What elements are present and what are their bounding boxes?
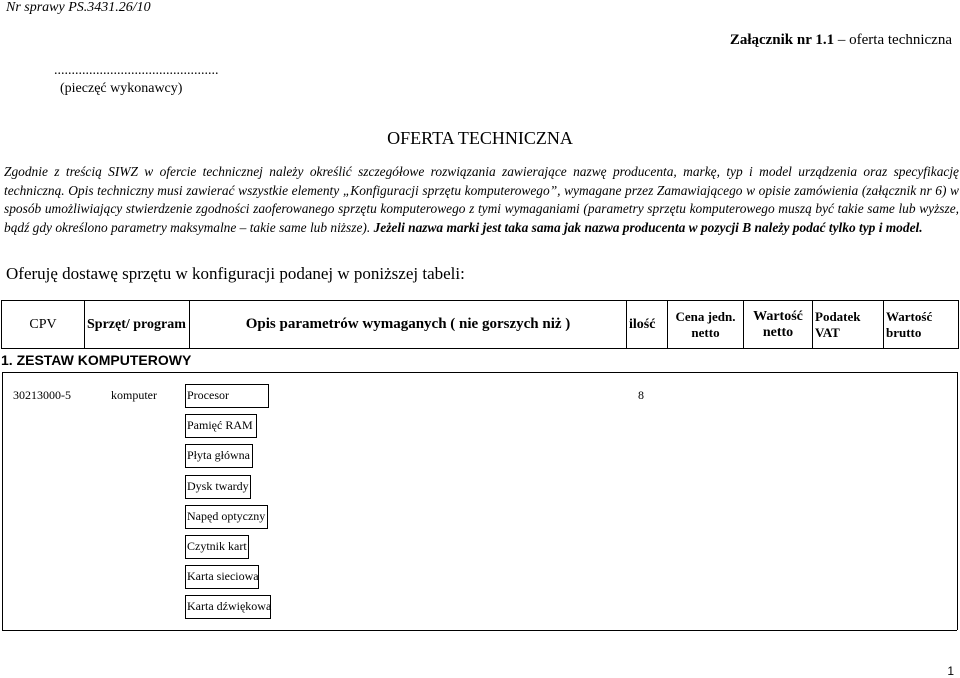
col-cpv: CPV xyxy=(2,301,85,349)
component-label: Płyta główna xyxy=(187,448,250,462)
row-equipment: komputer xyxy=(111,388,157,402)
col-gross xyxy=(884,301,959,349)
intro-text: Zgodnie z treścią SIWZ w ofercie technicznej należy określić szczegółowe rozwiązania zawierające nazwę producenta, markę, typ i model urządzenia oraz specyfikację techniczną. Opis techniczny musi zawierać wszystkie elementy „Konfiguracji sprzętu komputerowego”, wymagane przez Zamawiającego w opisie zamówienia (załącznik nr 6) w sposób umożliwiający stwierdzenie zgodności zaoferowanego sprzętu komputerowego z tymi wymaganiami (parametry sprzętu komputerowego muszą być takie same lub wyższe, bądź gdy określono parametry maksymalne – takie same lub niższe). xyxy=(4,164,959,235)
row-qty: 8 xyxy=(638,388,644,402)
annex-kind: oferta techniczna xyxy=(849,32,952,48)
row-top-rule xyxy=(2,372,957,373)
annex-label xyxy=(730,32,952,49)
col-gross-line1: Wartość xyxy=(886,308,933,324)
row-right-rule xyxy=(957,372,958,630)
col-net-value-line1: Wartość xyxy=(753,308,803,324)
row-cpv: 30213000-5 xyxy=(13,388,71,402)
intro-bold-text: Jeżeli nazwa marki jest taka sama jak nazwa producenta w pozycji B należy podać tylko typ i model. xyxy=(373,219,923,235)
col-vat-line2: VAT xyxy=(815,324,840,340)
stamp-label: (pieczęć wykonawcy) xyxy=(60,81,183,96)
page-number: 1 xyxy=(947,664,954,678)
offer-sentence: Oferuję dostawę sprzętu w konfiguracji podanej w poniższej tabeli: xyxy=(6,264,465,283)
intro-paragraph xyxy=(4,163,959,237)
component-label: Czytnik kart xyxy=(187,539,247,553)
col-vat-line1: Podatek xyxy=(815,308,861,324)
component-label: Karta dźwiękowa xyxy=(187,599,272,613)
col-qty: ilość xyxy=(627,301,668,349)
page-title: OFERTA TECHNICZNA xyxy=(387,128,573,148)
col-net-value-line2: netto xyxy=(762,324,794,340)
stamp-dots: ............................................... xyxy=(54,63,219,78)
section-title: 1. ZESTAW KOMPUTEROWY xyxy=(1,352,192,368)
case-number: Nr sprawy PS.3431.26/10 xyxy=(6,0,151,15)
col-unit-price-line2: netto xyxy=(691,324,720,340)
annex-number: Załącznik nr 1.1 xyxy=(729,32,835,48)
annex-separator: – xyxy=(837,32,846,48)
col-params: Opis parametrów wymaganych ( nie gorszych niż ) xyxy=(190,301,627,349)
component-label: Procesor xyxy=(187,388,229,402)
col-equipment: Sprzęt/ program xyxy=(85,301,190,349)
col-vat xyxy=(813,301,884,349)
component-label: Karta sieciowa xyxy=(187,569,259,583)
row-left-rule xyxy=(2,372,3,630)
col-unit-price-line1: Cena jedn. xyxy=(675,308,736,324)
component-label: Napęd optyczny xyxy=(187,509,266,523)
col-net-value xyxy=(744,301,813,349)
component-label: Pamięć RAM xyxy=(187,418,253,432)
component-label: Dysk twardy xyxy=(187,479,249,493)
col-gross-line2: brutto xyxy=(886,324,922,340)
col-unit-price xyxy=(668,301,744,349)
row-bottom-rule xyxy=(2,630,957,631)
spec-table-header xyxy=(1,300,959,349)
